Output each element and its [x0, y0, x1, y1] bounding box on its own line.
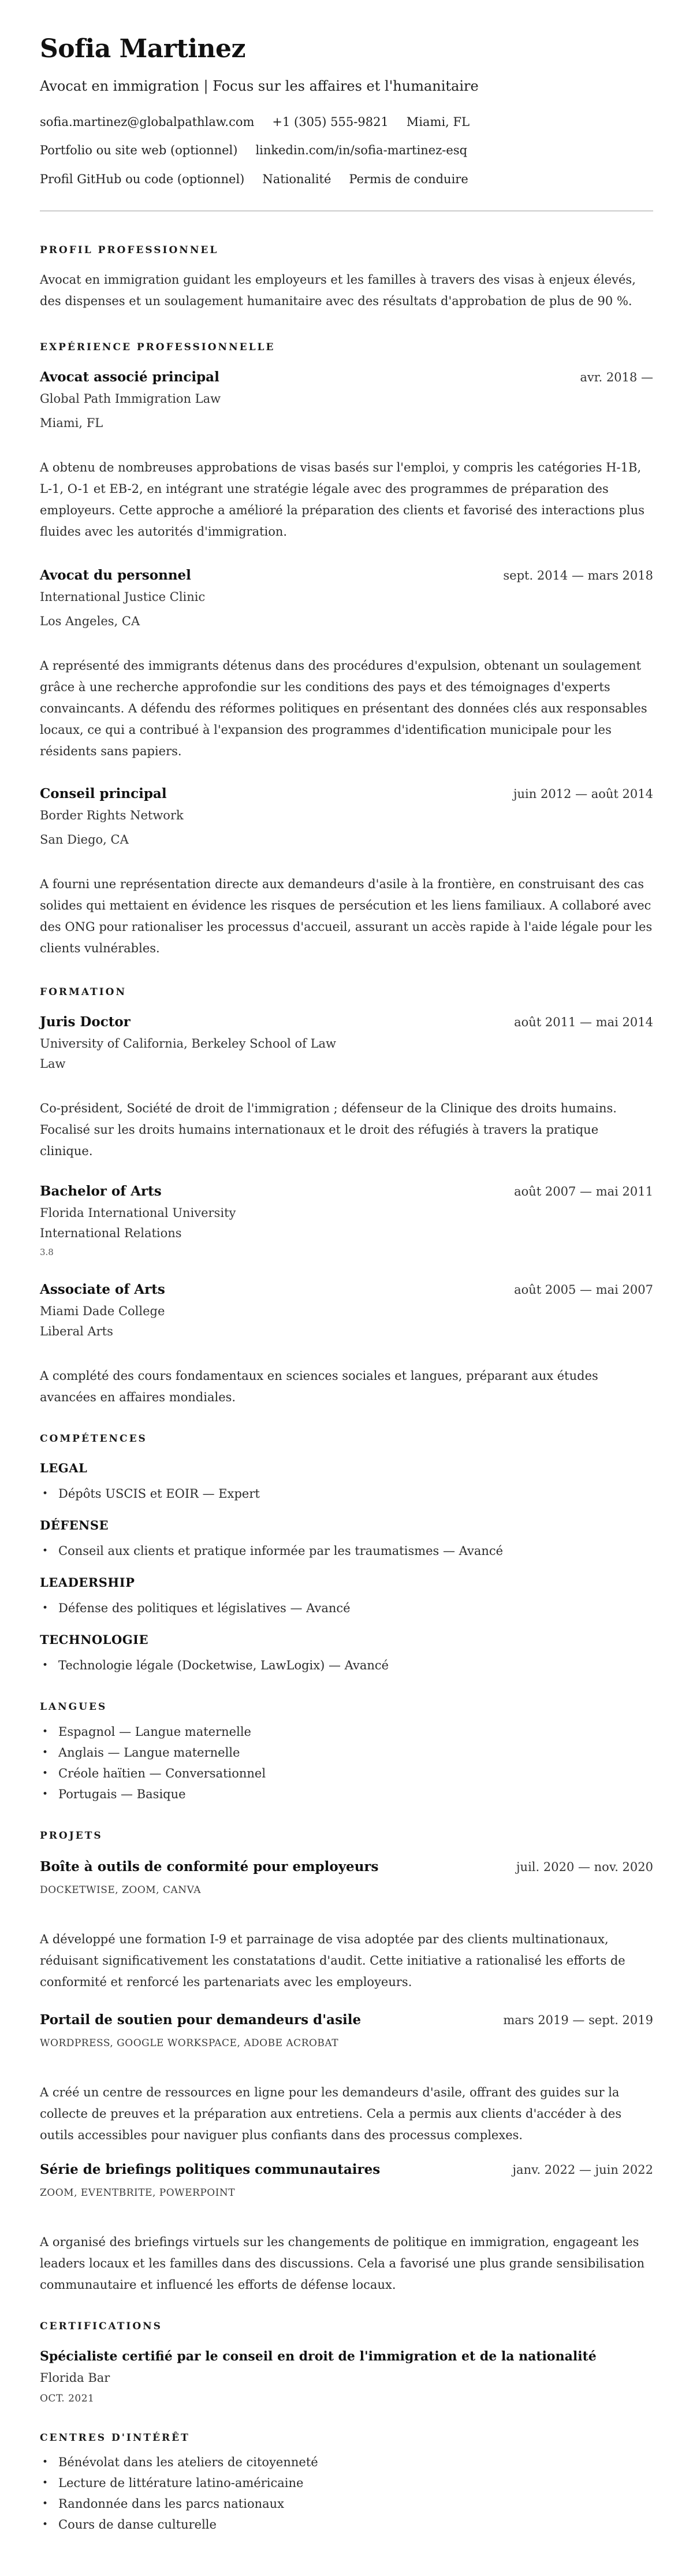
job-title: Avocat du personnel: [40, 567, 191, 584]
entry-header: [40, 785, 653, 803]
bullet-icon: •: [42, 2518, 49, 2530]
project-dates: mars 2019 — sept. 2019: [503, 2013, 653, 2027]
entry-header: [40, 1014, 653, 1031]
skill-list: [40, 1657, 653, 1674]
language-item-text: Espagnol — Langue maternelle: [58, 1724, 251, 1739]
project-entry: [40, 1858, 653, 1993]
job-dates: sept. 2014 — mars 2018: [503, 569, 653, 583]
education-entry: [40, 1281, 653, 1408]
experience-entry: [40, 369, 653, 543]
project-title: Portail de soutien pour demandeurs d'asile: [40, 2011, 362, 2028]
entry-header: [40, 1183, 653, 1200]
list-item: [40, 2453, 653, 2471]
list-item: [40, 1599, 653, 1617]
contact-row-3: [40, 172, 653, 187]
interest-list: [40, 2453, 653, 2533]
project-description: A développé une formation I-9 et parrainage de visa adoptée par des clients multinationaux, réduisant significativement les constatations d'audit. Cette initiative a rationalisé les efforts de conformité et renforcé les partenariats avec les employeurs.: [40, 1932, 625, 1989]
experience-entry: [40, 567, 653, 762]
section-profile: [40, 244, 653, 312]
skill-group-name: LEADERSHIP: [40, 1575, 135, 1590]
project-title: Boîte à outils de conformité pour employeurs: [40, 1858, 379, 1875]
section-heading-profile: PROFIL PROFESSIONNEL: [40, 244, 219, 257]
job-title: Conseil principal: [40, 786, 167, 802]
skill-item-text: Conseil aux clients et pratique informée par les traumatismes — Avancé: [58, 1544, 504, 1558]
section-heading-languages: LANGUES: [40, 1701, 107, 1713]
skill-item-text: Défense des politiques et législatives — Avancé: [58, 1601, 351, 1616]
project-entry: [40, 2011, 653, 2146]
job-company: Border Rights Network: [40, 808, 184, 823]
field-of-study: Law: [40, 1057, 66, 1071]
degree-title: Juris Doctor: [40, 1014, 131, 1030]
interest-item-text: Cours de danse culturelle: [58, 2517, 217, 2532]
resume-header: [40, 36, 653, 187]
list-item: [40, 1542, 653, 1560]
entry-header: [40, 1858, 653, 1876]
project-description: A organisé des briefings virtuels sur les changements de politique en immigration, engageant les leaders locaux et les familles dans des discussions. Cela a favorisé une plus grande sensibilisation communautaire et influencé les efforts de défense locaux.: [40, 2234, 644, 2292]
skill-list: [40, 1542, 653, 1560]
project-tools: DOCKETWISE, ZOOM, CANVA: [40, 1884, 202, 1896]
certification-issuer: Florida Bar: [40, 2370, 110, 2385]
project-description: A créé un centre de ressources en ligne pour les demandeurs d'asile, offrant des guides sur la collecte de preuves et la préparation aux entretiens. Cela a permis aux clients d'accéder à des outils accessibles pour naviguer plus confiants dans des processus complexes.: [40, 2085, 622, 2142]
degree-title: Bachelor of Arts: [40, 1183, 162, 1200]
job-company: Global Path Immigration Law: [40, 392, 221, 406]
certification-entry: [40, 2348, 653, 2405]
list-item: [40, 2495, 653, 2512]
skill-list: [40, 1485, 653, 1502]
section-heading-education: FORMATION: [40, 986, 127, 999]
education-dates: août 2005 — mai 2007: [514, 1283, 653, 1297]
bullet-icon: •: [42, 1746, 49, 1758]
degree-title: Associate of Arts: [40, 1282, 165, 1298]
language-list: [40, 1723, 653, 1803]
section-interests: [40, 2432, 653, 2533]
section-heading-projects: PROJETS: [40, 1829, 103, 1842]
list-item: [40, 2516, 653, 2533]
bullet-icon: •: [42, 1488, 49, 1500]
profile-summary-text: Avocat en immigration guidant les employeurs et les familles à travers des visas à enjeux élevés, des dispenses et un soulagement humanitaire avec des résultats d'approbation de plus de 90 %.: [40, 273, 636, 309]
list-item: [40, 2474, 653, 2492]
language-item-text: Anglais — Langue maternelle: [58, 1745, 240, 1760]
entry-header: [40, 1281, 653, 1298]
linkedin-text: linkedin.com/in/sofia-martinez-esq: [255, 143, 468, 158]
bullet-icon: •: [42, 1602, 49, 1614]
list-item: [40, 1485, 653, 1502]
section-experience: [40, 341, 653, 959]
field-of-study: Liberal Arts: [40, 1324, 113, 1339]
section-heading-certifications: CERTIFICATIONS: [40, 2320, 162, 2332]
bullet-icon: •: [42, 1545, 49, 1557]
candidate-headline: Avocat en immigration | Focus sur les affaires et l'humanitaire: [40, 78, 479, 95]
skill-item-text: Dépôts USCIS et EOIR — Expert: [58, 1487, 260, 1501]
project-tools: WORDPRESS, GOOGLE WORKSPACE, ADOBE ACROBAT: [40, 2037, 339, 2049]
skill-group-name: DÉFENSE: [40, 1518, 109, 1533]
job-description: A fourni une représentation directe aux demandeurs d'asile à la frontière, en construisant des cas solides qui mettaient en évidence les risques de persécution et les liens familiaux. A collaboré avec des ONG pour rationaliser les processus d'accueil, assurant un accès rapide à l'aide légale pour les clients vulnérables.: [40, 877, 653, 956]
entry-header: [40, 2011, 653, 2029]
certification-title: Spécialiste certifié par le conseil en droit de l'immigration et de la nationalité: [40, 2348, 597, 2364]
education-entry: [40, 1014, 653, 1162]
experience-entry: [40, 785, 653, 959]
candidate-name: Sofia Martinez: [40, 34, 245, 64]
job-company: International Justice Clinic: [40, 590, 206, 604]
section-languages: [40, 1701, 653, 1802]
bullet-icon: •: [42, 2456, 49, 2468]
contact-row-2: [40, 143, 653, 158]
section-certifications: [40, 2320, 653, 2405]
bullet-icon: •: [42, 1660, 49, 1672]
job-description: A représenté des immigrants détenus dans des procédures d'expulsion, obtenant un soulagement grâce à une recherche approfondie sur les conditions des pays et des témoignages d'experts convaincants. A défendu des réformes politiques en présentant des données clés aux responsables locaux, ce qui a contribué à l'expansion des programmes d'identification municipale pour les résidents sans papiers.: [40, 659, 647, 759]
list-item: [40, 1786, 653, 1803]
school-name: University of California, Berkeley School of Law: [40, 1037, 337, 1051]
project-title: Série de briefings politiques communautaires: [40, 2161, 381, 2177]
portfolio-placeholder-text: Portfolio ou site web (optionnel): [40, 143, 238, 158]
school-name: Florida International University: [40, 1206, 236, 1220]
phone-text: +1 (305) 555-9821: [272, 115, 389, 129]
project-entry: [40, 2161, 653, 2296]
job-description: A obtenu de nombreuses approbations de visas basés sur l'emploi, y compris les catégories H-1B, L-1, O-1 et EB-2, en intégrant une stratégie légale avec des programmes de préparation des employeurs. Cette approche a amélioré la préparation des clients et favorisé des interactions plus fluides avec les autorités d'immigration.: [40, 461, 645, 539]
entry-header: [40, 369, 653, 386]
nationality-placeholder-text: Nationalité: [262, 172, 331, 186]
job-title: Avocat associé principal: [40, 369, 219, 385]
section-heading-interests: CENTRES D'INTÉRÊT: [40, 2432, 190, 2444]
bullet-icon: •: [42, 1767, 49, 1779]
location-text: Miami, FL: [406, 115, 470, 129]
github-placeholder-text: Profil GitHub ou code (optionnel): [40, 172, 245, 186]
header-divider: [40, 210, 653, 211]
section-heading-experience: EXPÉRIENCE PROFESSIONNELLE: [40, 342, 275, 354]
skill-item-text: Technologie légale (Docketwise, LawLogix) — Avancé: [58, 1658, 389, 1673]
list-item: [40, 1744, 653, 1761]
language-item-text: Portugais — Basique: [58, 1787, 186, 1801]
education-dates: août 2007 — mai 2011: [514, 1185, 653, 1199]
bullet-icon: •: [42, 1725, 49, 1738]
certification-date: OCT. 2021: [40, 2392, 95, 2404]
education-dates: août 2011 — mai 2014: [514, 1015, 653, 1030]
skill-list: [40, 1599, 653, 1617]
entry-header: [40, 567, 653, 584]
bullet-icon: •: [42, 2497, 49, 2510]
section-skills: [40, 1432, 653, 1674]
education-description: Co-président, Société de droit de l'immigration ; défenseur de la Clinique des droits humains. Focalisé sur les droits humains internationaux et le droit des réfugiés à travers la pratique clinique.: [40, 1101, 617, 1159]
job-location: Los Angeles, CA: [40, 614, 140, 629]
project-dates: janv. 2022 — juin 2022: [512, 2162, 653, 2177]
job-location: San Diego, CA: [40, 833, 129, 847]
interest-item-text: Lecture de littérature latino-américaine: [58, 2475, 304, 2490]
job-dates: juin 2012 — août 2014: [513, 787, 653, 801]
contact-row-1: [40, 114, 653, 130]
gpa-value: 3.8: [40, 1247, 54, 1258]
job-dates: avr. 2018 —: [580, 370, 653, 385]
interest-item-text: Randonnée dans les parcs nationaux: [58, 2496, 285, 2511]
field-of-study: International Relations: [40, 1226, 182, 1241]
skill-group-name: LEGAL: [40, 1461, 88, 1476]
section-education: [40, 986, 653, 1408]
email-text: sofia.martinez@globalpathlaw.com: [40, 115, 255, 129]
education-entry: [40, 1183, 653, 1258]
project-tools: ZOOM, EVENTBRITE, POWERPOINT: [40, 2187, 236, 2199]
driving-license-placeholder-text: Permis de conduire: [349, 172, 468, 186]
bullet-icon: •: [42, 2477, 49, 2489]
school-name: Miami Dade College: [40, 1304, 165, 1319]
entry-header: [40, 2161, 653, 2178]
list-item: [40, 1723, 653, 1740]
section-heading-skills: COMPÉTENCES: [40, 1433, 147, 1445]
language-item-text: Créole haïtien — Conversationnel: [58, 1766, 266, 1780]
list-item: [40, 1765, 653, 1782]
project-dates: juil. 2020 — nov. 2020: [516, 1859, 653, 1874]
job-location: Miami, FL: [40, 416, 103, 430]
education-description: A complété des cours fondamentaux en sciences sociales et langues, préparant aux études avancées en affaires mondiales.: [40, 1369, 598, 1405]
list-item: [40, 1657, 653, 1674]
skill-group-name: TECHNOLOGIE: [40, 1632, 148, 1647]
interest-item-text: Bénévolat dans les ateliers de citoyenneté: [58, 2455, 318, 2469]
section-projects: [40, 1829, 653, 2296]
bullet-icon: •: [42, 1788, 49, 1800]
